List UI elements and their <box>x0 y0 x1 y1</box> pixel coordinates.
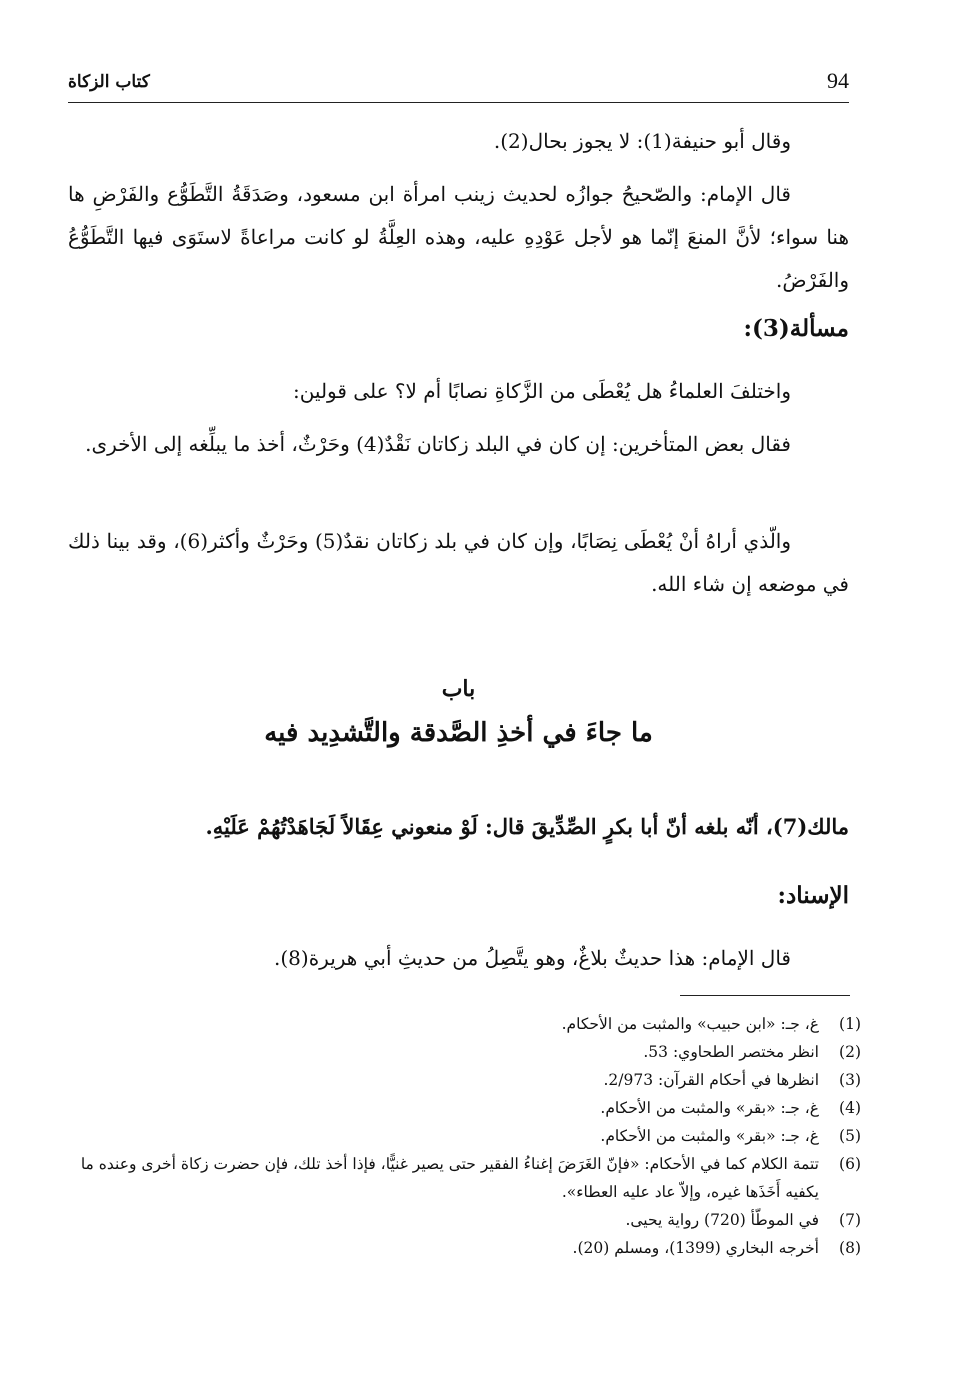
footnote <box>78 1066 861 1094</box>
footnote-separator <box>680 995 850 996</box>
footnote-number: (5) <box>839 1127 861 1145</box>
footnote-number: (2) <box>839 1043 861 1061</box>
footnote <box>78 1010 861 1038</box>
footnote-text: غ، جـ: «بقر» والمثبت من الأحكام. <box>600 1099 819 1117</box>
paragraph-ikhtalaf: واختلفَ العلماءُ هل يُعْطَى من الزَّكاةِ نصابًا أم لا؟ على قولين: <box>292 379 791 403</box>
footnote-number: (7) <box>839 1211 861 1229</box>
page-number: 94 <box>827 68 849 93</box>
masala-heading: مسألة(3): <box>743 315 849 342</box>
footnote-number: (6) <box>839 1155 861 1173</box>
footnote-text: غ، جـ: «ابن حبيب» والمثبت من الأحكام. <box>561 1015 819 1033</box>
paragraph-mutaakhkhirin: فقال بعض المتأخرين: إن كان في البلد زكاتان نَقْدٌ(4) وحَرْثٌ، أخذ ما يبلِّغه إلى الأخرى. <box>85 432 791 456</box>
footnote <box>78 1206 861 1234</box>
running-header <box>68 66 849 103</box>
footnote <box>78 1038 861 1066</box>
footnote-text: انظر مختصر الطحاوي: 53. <box>643 1043 819 1061</box>
paragraph-abu-hanifa: وقال أبو حنيفة(1): لا يجوز بحال(2). <box>493 129 791 153</box>
footnote-text: في الموطّأ (720) رواية يحيى. <box>625 1211 819 1229</box>
footnote <box>78 1094 861 1122</box>
footnote <box>78 1234 861 1262</box>
chapter-title: ما جاءَ في أخذِ الصَّدقة والتَّشدِيد فيه <box>264 718 653 748</box>
footnote-text: أخرجه البخاري (1399)، ومسلم (20). <box>572 1239 819 1257</box>
hadith-text: مالك(7)، أنّه بلغه أنّ أبا بكرٍ الصِّدِّيقَ قال: لَوْ منعوني عِقَالاً لَجَاهَدْتُهُمْ عَلَيْهِ. <box>205 814 849 839</box>
footnote-text: انظرها في أحكام القرآن: 2/973. <box>603 1071 819 1089</box>
paragraph-arahu: والّذي أراهُ أنْ يُعْطَى نِصَابًا، وإن كان في بلد زكاتان نقدٌ(5) وحَرْثٌ وأكثر(6)، وقد بينا ذلك في موضعه إن شاء الله. <box>68 529 849 596</box>
isnad-text: قال الإمام: هذا حديثٌ بلاغٌ، وهو يتَّصِلُ من حديثِ أبي هريرة(8). <box>273 946 791 970</box>
footnote-number: (8) <box>839 1239 861 1257</box>
footnote-number: (1) <box>839 1015 861 1033</box>
footnote-text: تتمة الكلام كما في الأحكام: «فإنّ الغَرَضَ إغناءُ الفقير حتى يصير غنيًّا، فإذا أخذ تلك، فإن حضرت زكاة أخرى وعنده ما يكفيه أَخَذَها غيره، وإلاّ عاد عليه العطاء». <box>80 1155 819 1201</box>
isnad-heading: الإسناد: <box>777 882 849 909</box>
chapter-bab: باب <box>441 676 476 702</box>
paragraph-sahih: قال الإمام: والصّحيحُ جوازُه لحديث زينب امرأة ابن مسعود، وصَدَقَةُ التَّطَوُّع والفَرْضِ ها هنا سواء؛ لأنَّ المنعَ إنّما هو لأجل عَوْدِهِ عليه، وهذه العِلَّةُ لو كانت مراعاةً لاستَوَى فيها التَّطَوُّعُ والفَرْضُ. <box>68 182 849 292</box>
footnotes <box>78 1010 861 1262</box>
footnote <box>78 1122 861 1150</box>
running-title: كتاب الزكاة <box>68 72 150 92</box>
footnote-number: (4) <box>839 1099 861 1117</box>
footnote-number: (3) <box>839 1071 861 1089</box>
footnote <box>78 1150 861 1206</box>
footnote-text: غ، جـ: «بقر» والمثبت من الأحكام. <box>600 1127 819 1145</box>
